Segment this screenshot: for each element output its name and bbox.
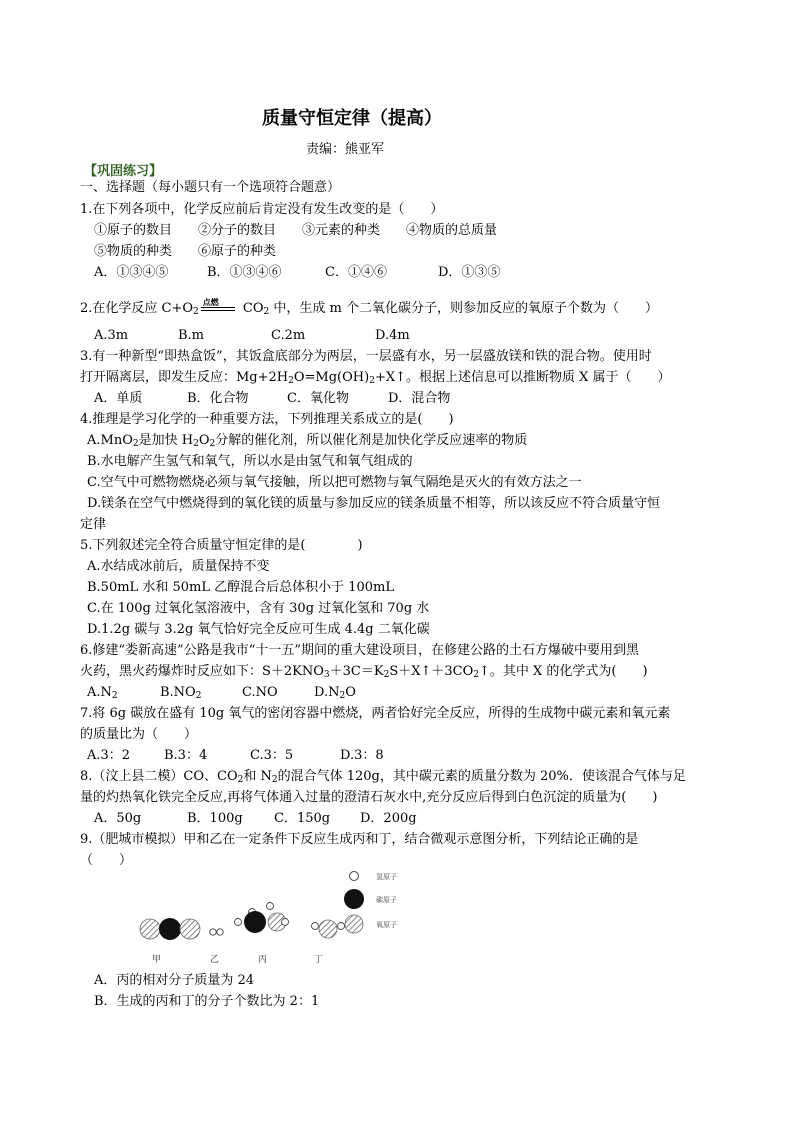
q7-line-1: 7.将 6g 碳放在盛有 10g 氧气的密闭容器中燃烧，两者恰好完全反应，所得的生成物中碳元素和氧元素 (80, 706, 671, 721)
oxygen-atom-icon (345, 915, 363, 933)
q5-option-b: B.50mL 水和 50mL 乙醇混合后总体积小于 100mL (87, 580, 394, 595)
q3-line-1: 3.有一种新型“即热盒饭”，其饭盒底部分为两层，一层盛有水，另一层盛放镁和铁的混合物。使用时 (80, 349, 652, 364)
q5-option-c: C.在 100g 过氧化氢溶液中，含有 30g 过氧化氢和 70g 水 (87, 601, 430, 616)
q7-option-d: D.3：8 (340, 748, 384, 763)
q4-option-a: A.MnO$_2$是加快 $H_2O_2$分解的催化剂，所以催化剂是加快化学反应速率的物质 (87, 433, 528, 449)
q3-option-a: A．单质 (94, 391, 143, 406)
q9-line-1: 9.（肥城市模拟）甲和乙在一定条件下反应生成丙和丁，结合微观示意图分析，下列结论正确的是 (80, 832, 639, 847)
q2-option-b: B.m (178, 328, 205, 343)
q8-option-b: B．100g (187, 811, 243, 826)
molecule-bing (235, 903, 289, 934)
q4-option-d-line-1: D.镁条在空气中燃烧得到的氧化镁的质量与参加反应的镁条质量不相等，所以该反应不符合质量守恒 (87, 496, 661, 511)
q6-option-b: $B.NO_2$ (160, 685, 202, 701)
q1-items-1: ①原子的数目 ②分子的数目 ③元素的种类 ④物质的总质量 (94, 223, 498, 238)
q6-option-c: C.NO (242, 685, 278, 700)
q7-option-a: A.3：2 (87, 748, 131, 763)
q5-option-d: D.1.2g 碳与 3.2g 氧气恰好完全反应可生成 4.4g 二氧化碳 (87, 622, 430, 637)
label-jia: 甲 (152, 955, 162, 965)
q6-line-2: 火药，黑火药爆炸时反应如下：$S+2KNO_3+3C=K_2S+X↑+3CO_2↑$。其中 X 的化学式为( ) (80, 664, 648, 680)
label-ding: 丁 (314, 955, 324, 965)
q3-option-b: B．化合物 (187, 391, 249, 406)
q6-line-1: 6.修建“娄新高速”公路是我市“十一五”期间的重大建设项目，在修建公路的土石方爆破中要用到黑 (80, 643, 639, 658)
q2-option-c: C.2m (271, 328, 306, 343)
q4-option-c: C.空气中可燃物燃烧必须与氧气接触，所以把可燃物与氧气隔绝是灭火的有效方法之一 (87, 475, 582, 490)
q5-option-a: A.水结成冰前后，质量保持不变 (87, 559, 270, 574)
q4-option-d-line-2: 定律 (80, 517, 107, 532)
q1-items-2: ⑤物质的种类 ⑥原子的种类 (94, 244, 277, 259)
page-title: 质量守恒定律（提高） (262, 108, 442, 129)
q1-stem: 1.在下列各项中，化学反应前后肯定没有发生改变的是（ ） (80, 202, 444, 217)
q1-option-c: C．①④⑥ (325, 265, 387, 280)
q2-option-d: D.4m (375, 328, 410, 343)
q6-option-d: $D.N_2O$ (314, 685, 356, 701)
q5-stem: 5.下列叙述完全符合质量守恒定律的是( ) (80, 538, 363, 553)
q4-option-b: B.水电解产生氢气和氧气，所以水是由氢气和氧气组成的 (87, 454, 413, 469)
q1-option-d: D．①③⑤ (438, 265, 501, 280)
part-heading: 一、选择题（每小题只有一个选项符合题意） (80, 180, 341, 195)
carbon-atom-icon (344, 889, 364, 909)
q8-option-a: A．50g (94, 811, 142, 826)
label-bing: 丙 (258, 955, 268, 965)
q3-line-2: 打开隔离层，即发生反应：$Mg+2H_2O=Mg(OH)_2+X↑$。根据上述信息可以推断物质 X 属于（ ） (80, 370, 671, 386)
q2-stem: 2.在化学反应 $C+O_2$ 点燃 $CO_2$ 中，生成 m 个二氧化碳分子，则参加反应的氧原子个数为（ ） (80, 297, 658, 317)
q1-option-b: B．①③④⑥ (207, 265, 282, 280)
q1-option-a: A．①③④⑤ (94, 265, 169, 280)
q8-line-2: 量的灼热氧化铁完全反应,再将气体通入过量的澄清石灰水中,充分反应后得到白色沉淀的质量为( ) (80, 790, 658, 805)
reaction-condition-arrow: 点燃 (201, 300, 237, 314)
q9-option-b: B．生成的丙和丁的分子个数比为 2：1 (94, 994, 320, 1009)
q8-option-d: D．200g (360, 811, 417, 826)
molecule-ding (312, 920, 345, 938)
q4-stem: 4.推理是学习化学的一种重要方法，下列推理关系成立的是( ) (80, 412, 454, 427)
q8-option-c: C．150g (274, 811, 331, 826)
hydrogen-atom-icon (350, 872, 359, 881)
editor-line: 责编：熊亚军 (306, 142, 385, 157)
legend-hydrogen-label: 氢原子 (376, 873, 397, 881)
q3-option-d: D．混合物 (388, 391, 451, 406)
molecular-diagram (130, 866, 430, 966)
q8-line-1: 8.（汶上县二模）CO、$CO_2$和 $N_2$的混合气体 120g，其中碳元素的质量分数为 20%．使该混合气体与足 (80, 769, 686, 785)
legend-carbon-label: 碳原子 (376, 896, 397, 904)
section-heading: 【巩固练习】 (84, 164, 163, 179)
q2-option-a: A.3m (94, 328, 129, 343)
q9-option-a: A．丙的相对分子质量为 24 (94, 973, 255, 988)
legend-oxygen-label: 氧原子 (376, 921, 397, 929)
q9-line-2: （ ） (80, 853, 133, 868)
q3-option-c: C．氧化物 (287, 391, 349, 406)
q7-option-c: C.3：5 (250, 748, 294, 763)
q6-option-a: $A.N_2$ (87, 685, 118, 701)
q7-line-2: 的质量比为（ ） (80, 727, 198, 742)
molecule-jia (140, 918, 200, 940)
label-yi: 乙 (210, 955, 220, 965)
q7-option-b: B.3：4 (164, 748, 208, 763)
molecule-yi (210, 929, 223, 935)
